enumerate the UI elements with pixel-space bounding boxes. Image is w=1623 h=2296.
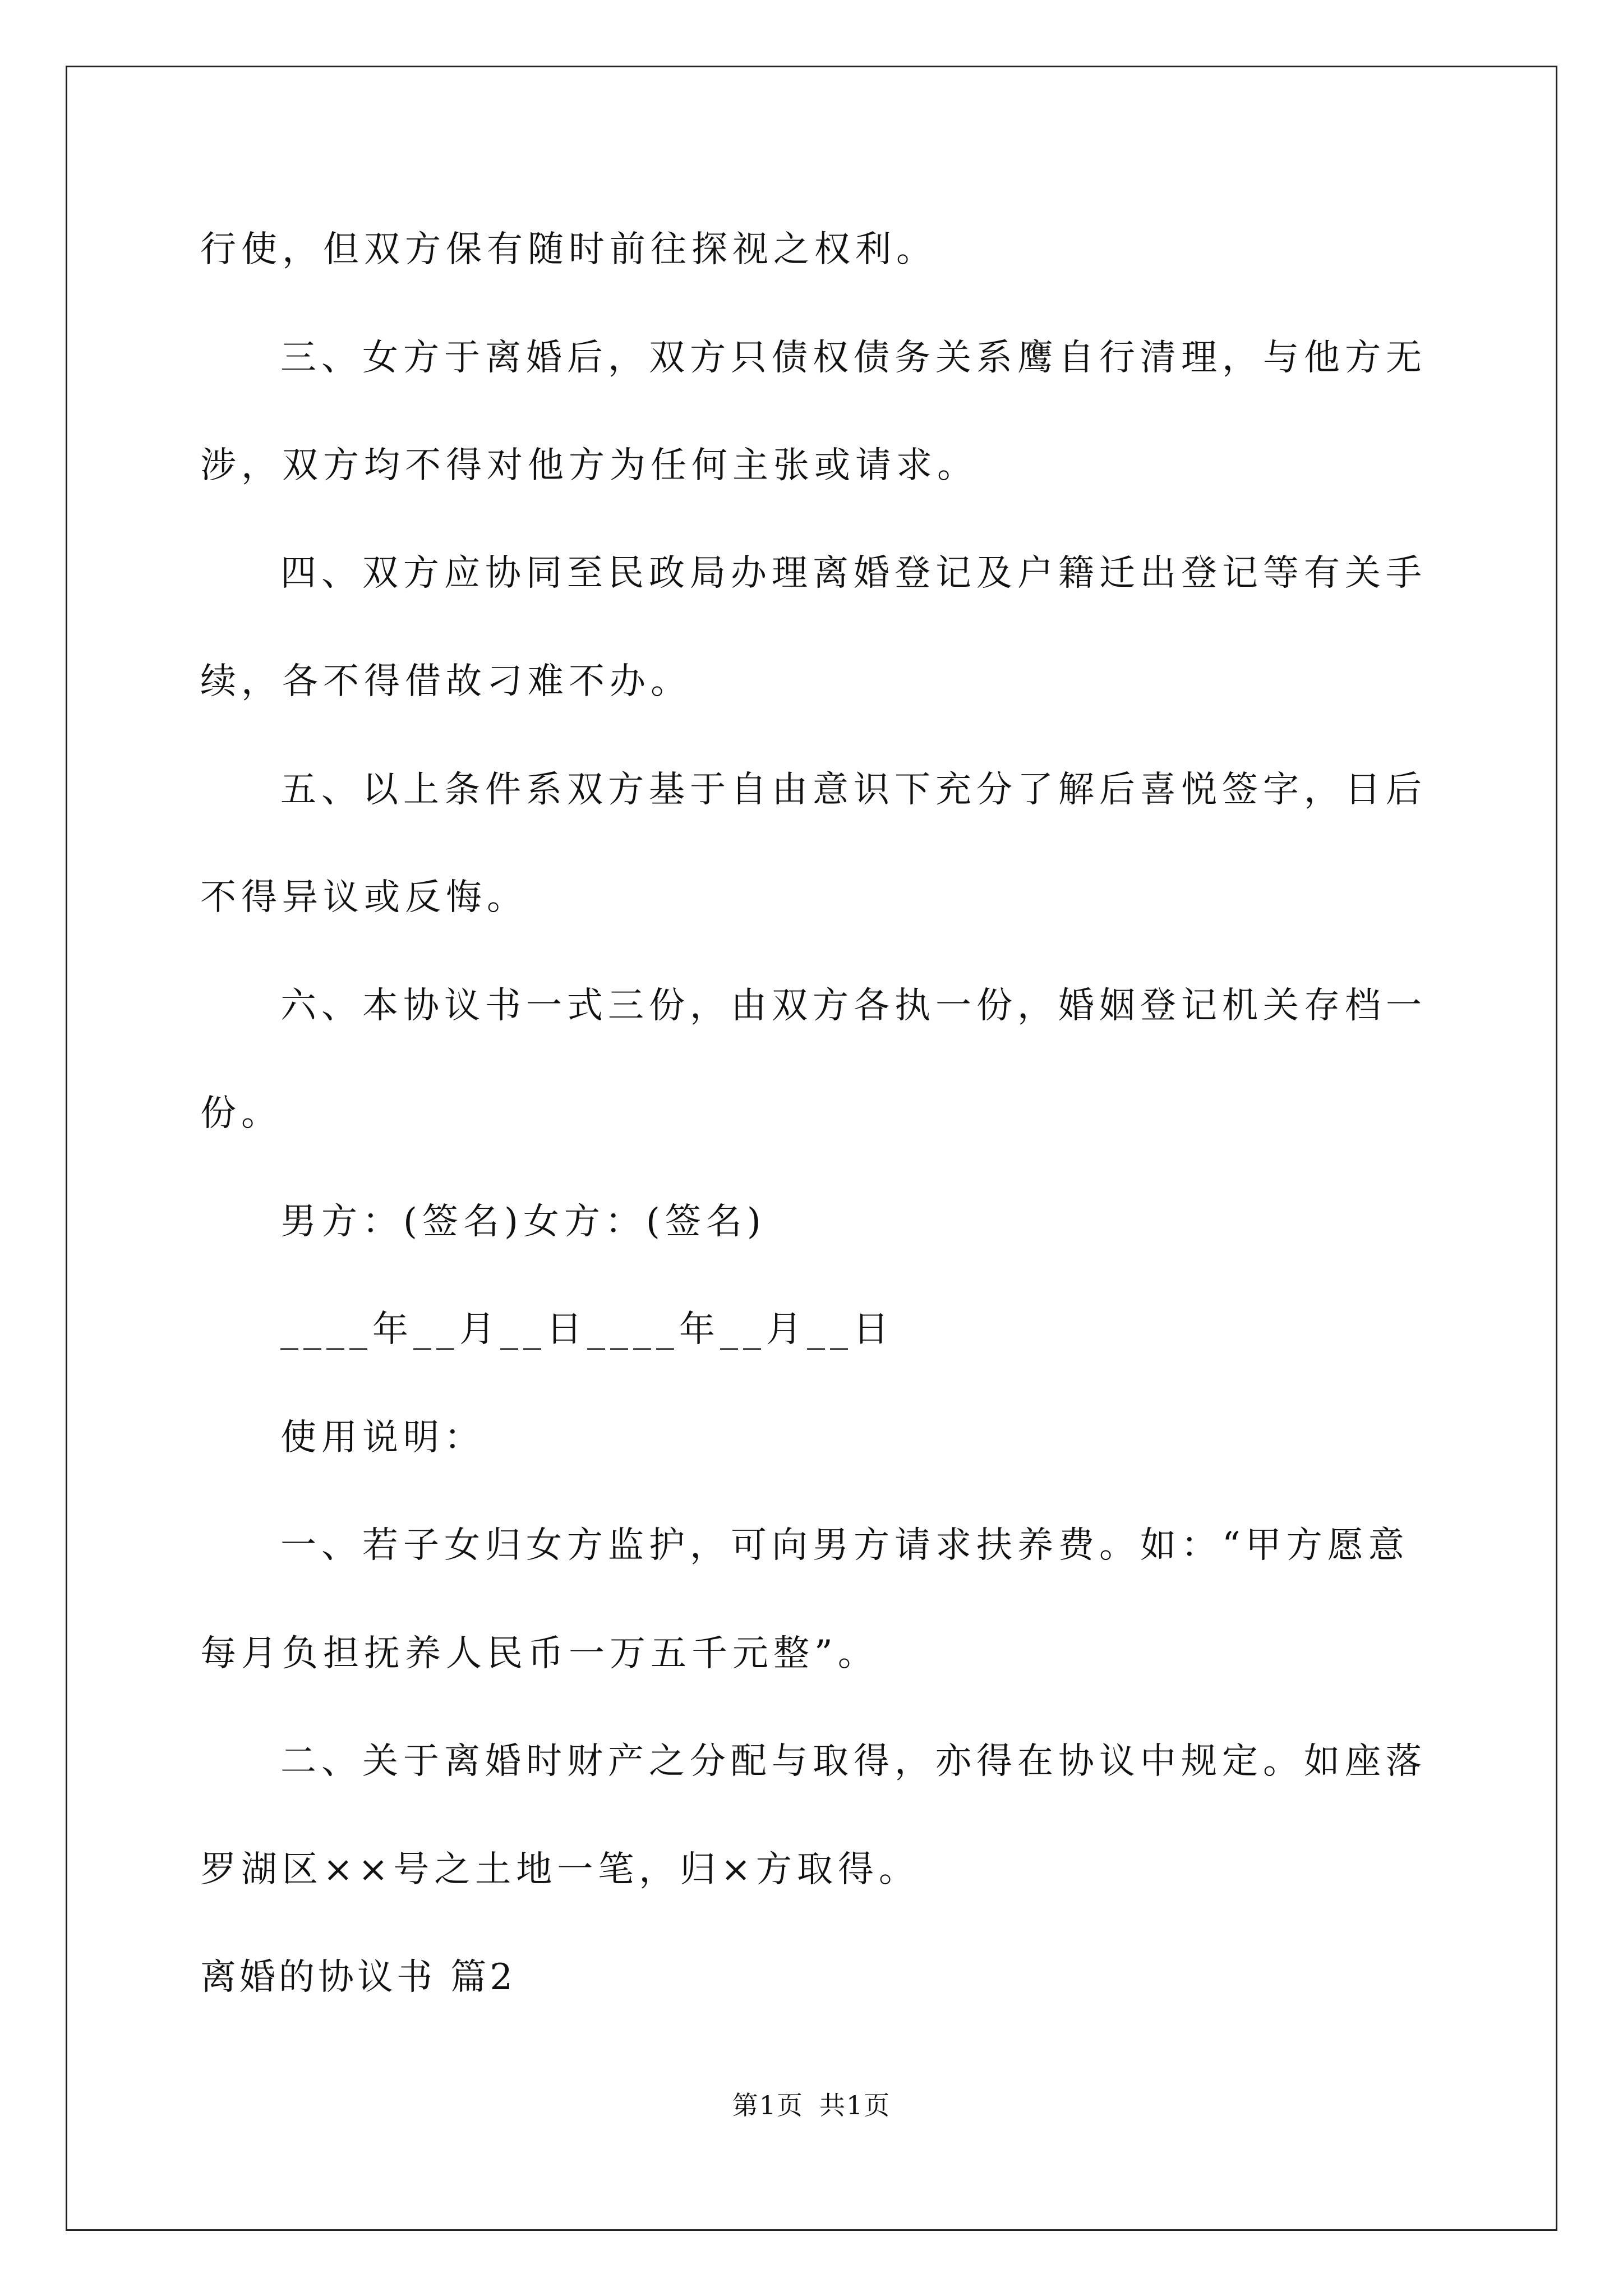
paragraph-line: 每月负担抚养人民币一万五千元整”。 <box>200 1633 879 1674</box>
page-border <box>66 66 1557 2231</box>
paragraph-line: 一、若子女归女方监护，可向男方请求扶养费。如：“甲方愿意 <box>280 1525 1409 1566</box>
page-number: 第1页 <box>732 2090 804 2120</box>
paragraph-line: 罗湖区××号之土地一笔，归×方取得。 <box>200 1849 920 1890</box>
paragraph-line: 不得异议或反悔。 <box>200 877 528 918</box>
date-line: ____年__月__日____年__月__日 <box>280 1309 894 1350</box>
section-heading: 离婚的协议书 篇2 <box>200 1957 517 1998</box>
paragraph-line: 份。 <box>200 1093 282 1134</box>
page-total: 共1页 <box>819 2090 891 2120</box>
paragraph-line: 二、关于离婚时财产之分配与取得，亦得在协议中规定。如座落 <box>280 1741 1427 1782</box>
signature-line: 男方：(签名)女方：(签名) <box>280 1201 766 1243</box>
usage-heading: 使用说明： <box>280 1417 485 1458</box>
paragraph-line: 涉，双方均不得对他方为任何主张或请求。 <box>200 445 978 486</box>
page-footer <box>0 2090 1623 2121</box>
paragraph-line: 六、本协议书一式三份，由双方各执一份，婚姻登记机关存档一 <box>280 985 1427 1027</box>
paragraph-line: 四、双方应协同至民政局办理离婚登记及户籍迁出登记等有关手 <box>280 553 1427 594</box>
paragraph-line: 三、女方于离婚后，双方只债权债务关系鹰自行清理，与他方无 <box>280 337 1427 379</box>
paragraph-line: 五、以上条件系双方基于自由意识下充分了解后喜悦签字，日后 <box>280 769 1427 811</box>
paragraph-line: 行使，但双方保有随时前往探视之权利。 <box>200 229 937 270</box>
paragraph-line: 续，各不得借故刁难不办。 <box>200 661 691 702</box>
